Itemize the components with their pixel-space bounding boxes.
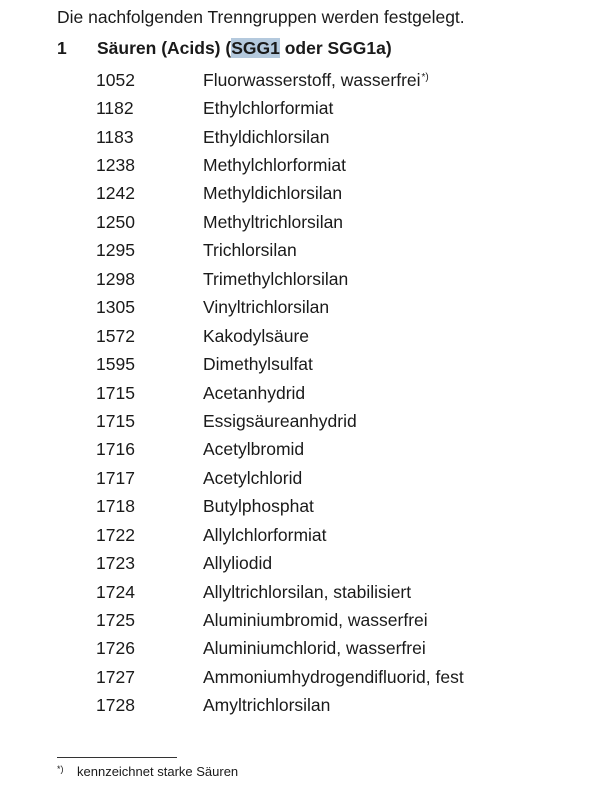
un-number: 1305 <box>96 297 135 318</box>
substance-name: Allylchlorformiat <box>203 524 327 545</box>
un-number: 1723 <box>96 553 135 574</box>
list-item <box>96 549 464 577</box>
list-item <box>96 578 464 606</box>
section-title-prefix: Säuren (Acids) ( <box>97 38 232 58</box>
un-number: 1725 <box>96 610 135 631</box>
substance-name: Butylphosphat <box>203 496 314 517</box>
section-title-suffix: oder SGG1a) <box>279 38 392 58</box>
list-item <box>96 322 464 350</box>
un-number: 1724 <box>96 581 135 602</box>
substance-name: Essigsäureanhydrid <box>203 410 357 431</box>
section-number: 1 <box>57 38 67 58</box>
un-number: 1183 <box>96 126 134 147</box>
substance-name: Aluminiumbromid, wasserfrei <box>203 610 428 631</box>
substance-name: Acetanhydrid <box>203 382 306 403</box>
list-item <box>96 237 464 265</box>
un-number: 1726 <box>96 638 135 659</box>
substance-name: Ethylchlorformiat <box>203 98 334 119</box>
substance-name: Trichlorsilan <box>203 240 297 261</box>
substance-name: Trimethylchlorsilan <box>203 268 349 289</box>
list-item <box>96 379 464 407</box>
list-item <box>96 436 464 464</box>
list-item <box>96 180 464 208</box>
footnote <box>57 764 238 779</box>
un-number: 1242 <box>96 183 135 204</box>
list-item <box>96 208 464 236</box>
list-item <box>96 123 464 151</box>
substance-name: Amyltrichlorsilan <box>203 695 331 716</box>
substance-name: Aluminiumchlorid, wasserfrei <box>203 638 426 659</box>
footnote-reference: *) <box>421 71 429 83</box>
list-item <box>96 663 464 691</box>
un-number: 1716 <box>96 439 135 460</box>
substance-name: Ethyldichlorsilan <box>203 126 330 147</box>
substance-name: Fluorwasserstoff, wasserfrei <box>203 69 421 90</box>
un-number: 1722 <box>96 524 135 545</box>
list-item <box>96 464 464 492</box>
intro-text: Die nachfolgenden Trenngruppen werden festgelegt. <box>57 7 465 27</box>
footnote-text: kennzeichnet starke Säuren <box>77 764 239 779</box>
list-item <box>96 294 464 322</box>
un-number: 1715 <box>96 410 135 431</box>
un-number: 1295 <box>96 240 135 261</box>
un-number: 1182 <box>96 98 134 119</box>
un-number: 1717 <box>96 467 135 488</box>
highlighted-text[interactable]: SGG1 <box>231 38 280 58</box>
un-number: 1727 <box>96 666 135 687</box>
list-item <box>96 493 464 521</box>
substance-name: Allyliodid <box>203 553 273 574</box>
un-number: 1572 <box>96 325 135 346</box>
substance-name: Acetylbromid <box>203 439 305 460</box>
section-heading <box>57 38 392 59</box>
substance-name: Methylchlorformiat <box>203 155 346 176</box>
list-item <box>96 407 464 435</box>
un-number: 1715 <box>96 382 135 403</box>
un-number: 1250 <box>96 211 135 232</box>
list-item <box>96 151 464 179</box>
substance-name: Dimethylsulfat <box>203 354 313 375</box>
footnote-divider <box>57 757 177 758</box>
substance-name: Vinyltrichlorsilan <box>203 297 330 318</box>
un-number: 1052 <box>96 69 135 90</box>
list-item <box>96 66 464 94</box>
un-number: 1595 <box>96 354 135 375</box>
substance-name: Methyldichlorsilan <box>203 183 343 204</box>
list-item <box>96 94 464 122</box>
substance-name: Acetylchlorid <box>203 467 303 488</box>
list-item <box>96 635 464 663</box>
substance-name: Ammoniumhydrogendifluorid, fest <box>203 666 464 687</box>
substance-name: Methyltrichlorsilan <box>203 211 344 232</box>
substance-name: Kakodylsäure <box>203 325 310 346</box>
footnote-mark: *) <box>57 764 64 774</box>
substance-list <box>96 66 464 720</box>
list-item <box>96 606 464 634</box>
list-item <box>96 521 464 549</box>
substance-name: Allyltrichlorsilan, stabilisiert <box>203 581 412 602</box>
list-item <box>96 692 464 720</box>
un-number: 1718 <box>96 496 135 517</box>
list-item <box>96 265 464 293</box>
list-item <box>96 350 464 378</box>
un-number: 1238 <box>96 155 135 176</box>
un-number: 1728 <box>96 695 135 716</box>
un-number: 1298 <box>96 268 135 289</box>
